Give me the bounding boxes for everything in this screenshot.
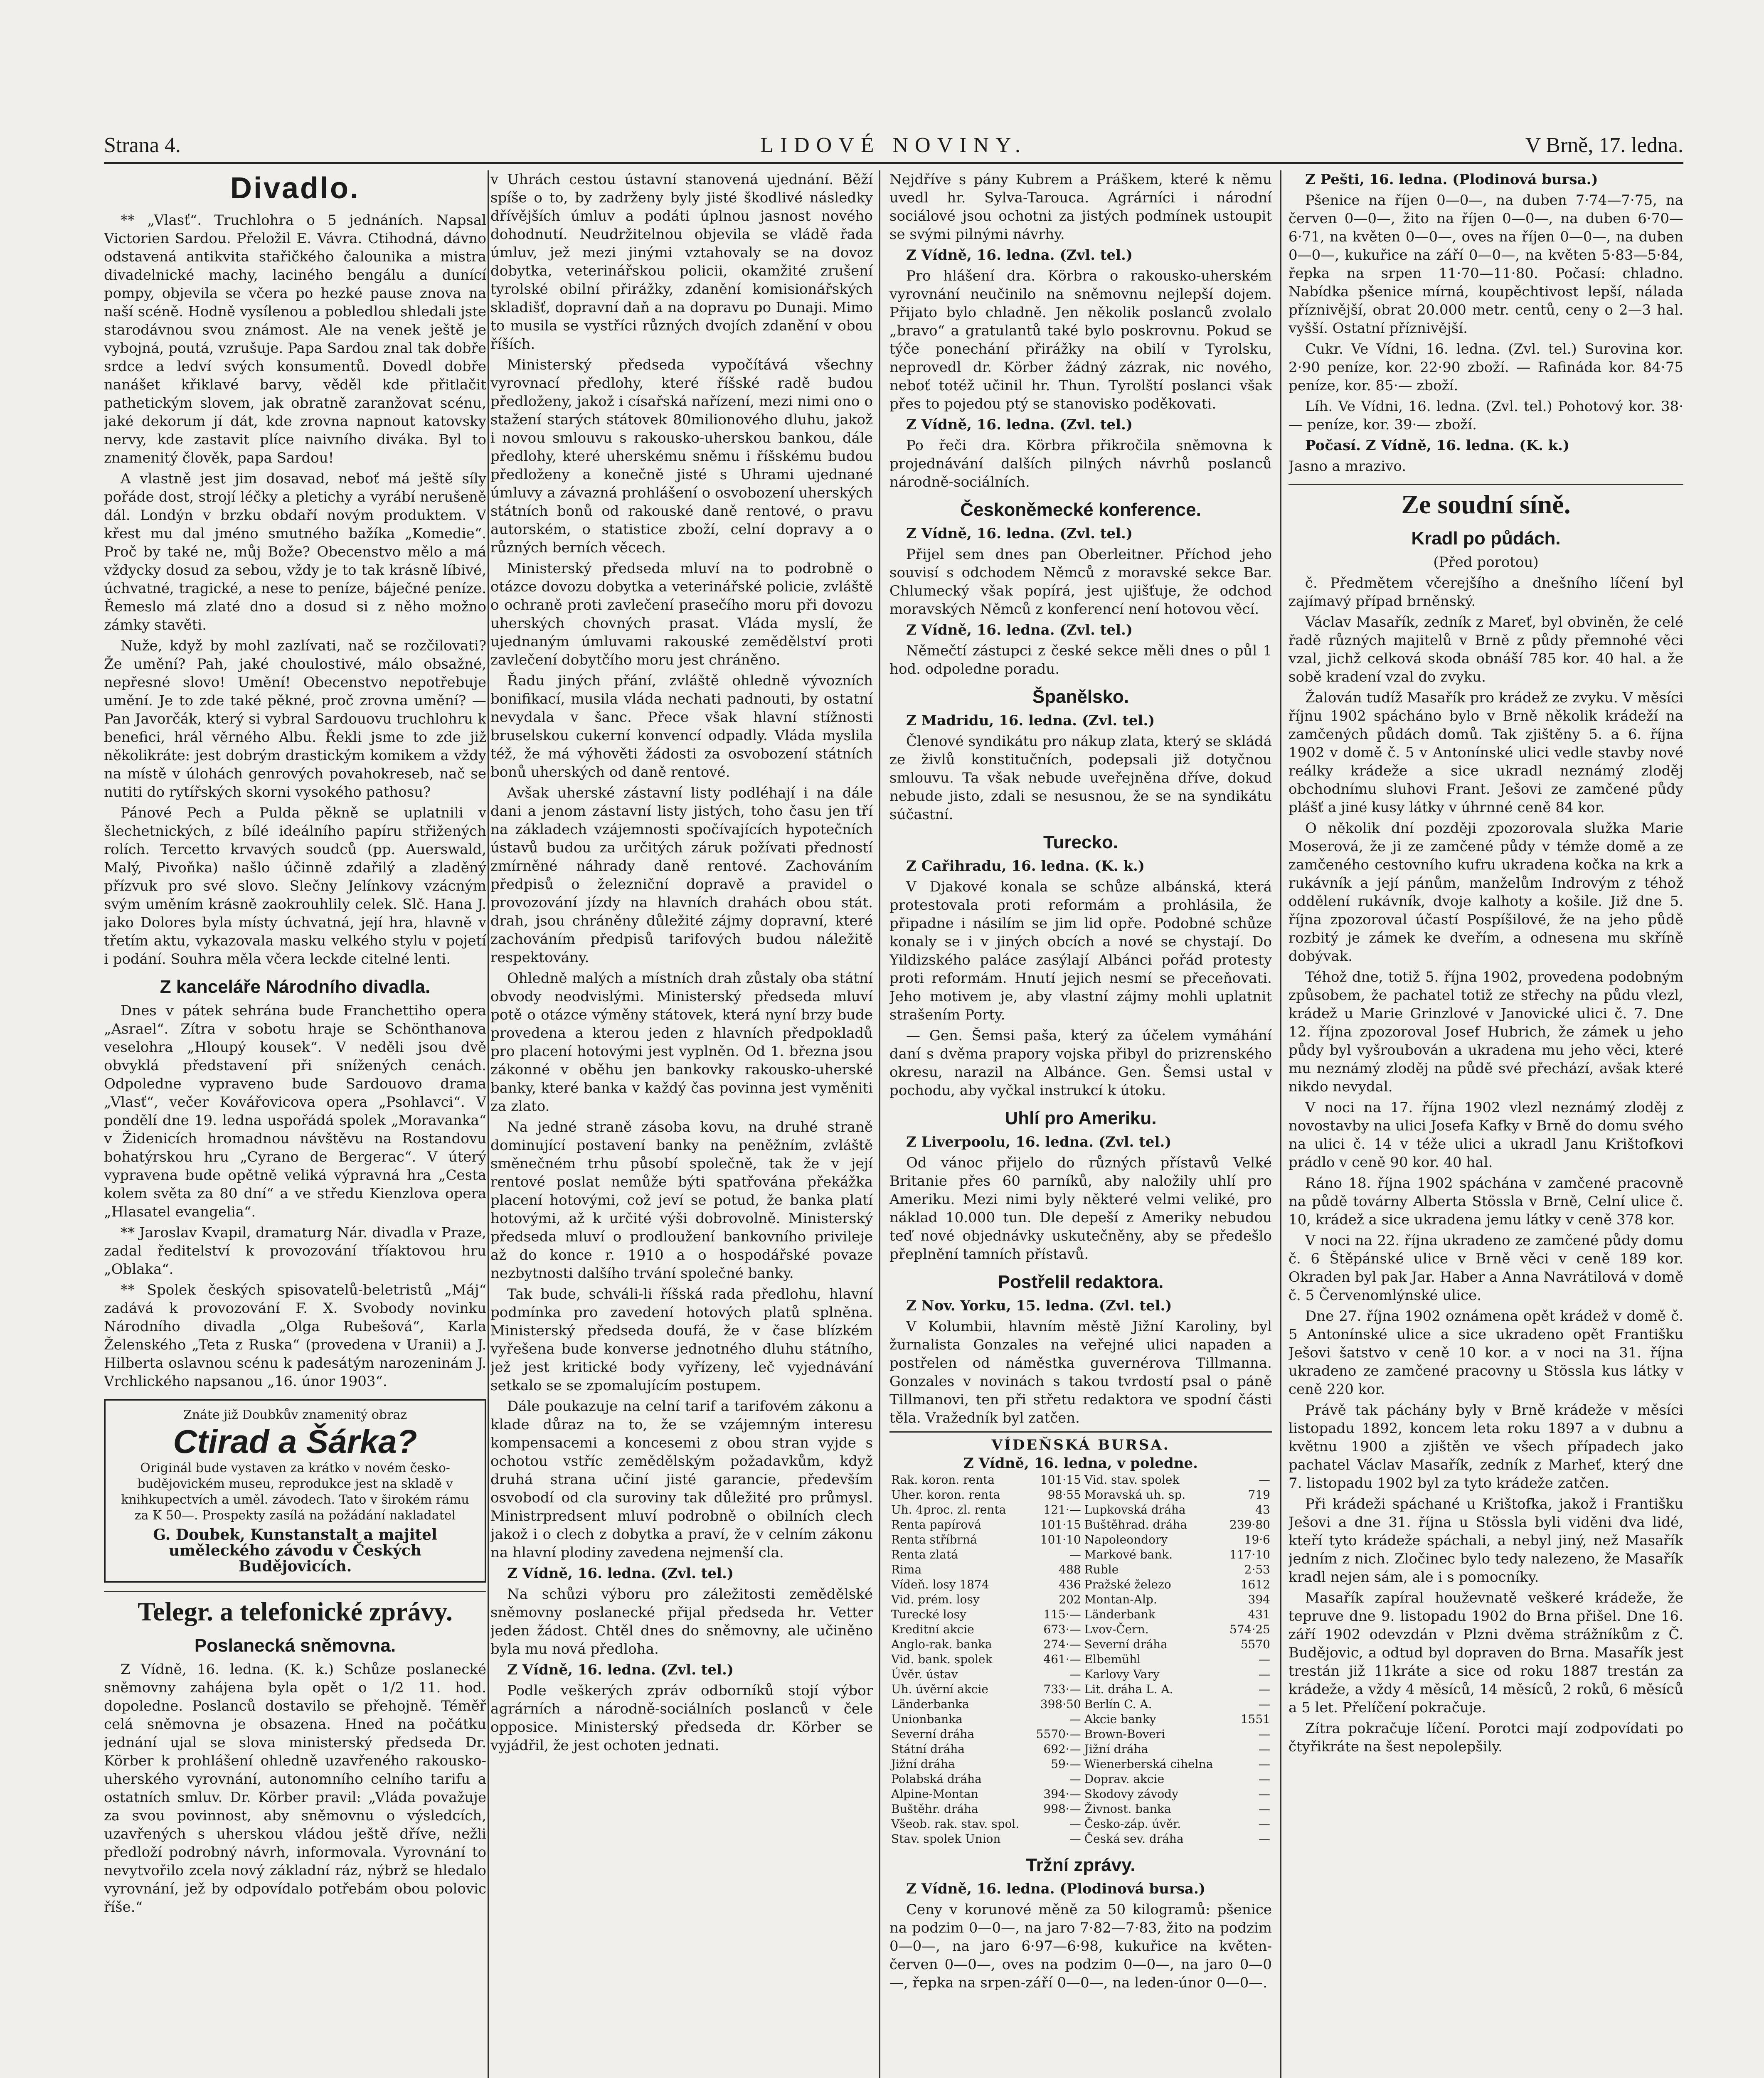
paragraph: Na schůzi výboru pro záležitosti zemědělské sněmovny poslanecké přijal předseda hr. Vetter jeden žádost. Chtěl dnes do sněmovny, ale učiněno byla mu nová předloha. [490,1586,873,1657]
bourse-row [889,1682,1272,1697]
bourse-item: Lvov-Čern. [1084,1623,1149,1636]
heading-postrelil: Postřelil redaktora. [998,1272,1164,1292]
paragraph: A vlastně jest jim dosavad, neboť má ještě síly pořáde dost, strojí léčky a pletichy a vyrábí nerušeně dál. Londýn v brzku obdaří novým produktem. V křest mu dal jméno smutného bažíka „Komedie“. Proč by také ne, můj Bože? Obecenstvo mělo a má vždycky dosud za sebou, vždy je to tak krásně líbivé, úchvatné, tragické, a nese to peníze, báječné peníze. Řemeslo má zlaté dno a dosud si z něho možno zámky stavěti. [104,470,486,633]
bourse-value: 1612 [1240,1578,1270,1591]
bourse-row [889,1592,1272,1607]
bourse-item: Turecké losy [891,1608,966,1621]
bourse-item: Berlín C. A. [1084,1697,1152,1711]
bourse-row [889,1757,1272,1772]
bourse-value: — [1259,1742,1270,1756]
paragraph: v Uhrách cestou ústavní stanovená ujednání. Běží spíše o to, by zadrženy byly jisté škodlivé následky dřívějších úmluv a podáti úplnou jasnost nového dohodnutí. Neudržitelnou objevila se vládě řada úmluv, jež mezi jinými vztahovaly se na dovoz dobytka, veterinářskou policii, okamžité zrušení tyrolské obilní přirážky, zdanění komisionářských skladišť, dopravní daň a na dopravu po Dunaji. Mimo to musila se vystříci různých dvojích zdanění v obou říších. [490,171,873,352]
bourse-item: Jižní dráha [1084,1742,1148,1756]
bourse-value: 461·— [1043,1652,1081,1666]
bourse-item: Napoleondory [1084,1533,1168,1546]
column-1 [104,170,486,2078]
paragraph: Po řeči dra. Körbra přikročila sněmovna k projednávání dalších pilných návrhů poslanců národně-sociálních. [889,437,1272,490]
bourse-item: Karlovy Vary [1084,1667,1160,1681]
bourse-item: Vid. stav. spolek [1084,1473,1180,1487]
bourse-item: Ruble [1084,1563,1119,1576]
dateline: Z Madridu, 16. ledna. (Zvl. tel.) [906,712,1155,729]
bourse-item: Moravská uh. sp. [1084,1488,1186,1502]
paragraph: Nejdříve s pány Kubrem a Práškem, které k němu uvedl hr. Sylva-Tarouca. Agrárníci i národní sociálové jsou ochotni za jistých podmínek ustoupit se svými pilnými návrhy. [889,171,1272,243]
bourse-item: Montan-Alp. [1084,1593,1157,1606]
bourse-row [889,1652,1272,1667]
bourse-value: 98·55 [1047,1488,1081,1502]
heading-kradl: Kradl po půdách. [1411,528,1561,549]
bourse-value: — [1259,1787,1270,1801]
ad-title: Ctirad a Šárka? [173,1423,417,1460]
heading-poslanecka: Poslanecká sněmovna. [194,1635,396,1656]
column-rule [1280,170,1281,2078]
column-2 [490,170,873,2078]
heading-soudni-sin: Ze soudní síně. [1289,484,1683,520]
bourse-value: 998·— [1043,1802,1081,1816]
heading-trzni: Tržní zprávy. [1026,1855,1136,1875]
bourse-row [889,1547,1272,1562]
heading-telegr: Telegr. a telefonické zprávy. [104,1591,486,1627]
bourse-item: Česká sev. dráha [1084,1832,1184,1846]
heading-turecko: Turecko. [1043,832,1119,852]
bourse-value: — [1069,1548,1081,1561]
bourse-item: Elbemühl [1084,1652,1141,1666]
advertisement-doubek [104,1399,486,1583]
bourse-value: 1551 [1240,1712,1270,1726]
bourse-item: Uh. 4proc. zl. renta [891,1503,1006,1517]
paragraph: Dnes v pátek sehrána bude Franchettiho opera „Asrael“. Zítra v sobotu hraje se Schönthanova veselohra „Hloupý kousek“. V neděli jsou dvě obvyklá představení při snížených cenách. Odpoledne vypraveno bude Sardouovo drama „Vlasť“, večer Kovářovicova opera „Psohlavci“. V pondělí dne 19. ledna uspořádá spolek „Moravanka“ v Židenicích hromadnou návštěvu na Rostandovu bohatýrskou hru „Cyrano de Bergerac“. V úterý vypravena bude opětně veliká výpravná hra „Cesta kolem světa za 80 dní“ a ve středu Kienzlova opera „Hlasatel evangelia“. [104,1002,486,1220]
bourse-item: Pražské železo [1084,1578,1171,1591]
bourse-value: — [1259,1667,1270,1681]
bourse-value: — [1259,1817,1270,1831]
bourse-row [889,1817,1272,1832]
page-header [104,125,1683,164]
bourse-item: Vídeň. losy 1874 [891,1578,989,1591]
bourse-value: 101·15 [1040,1518,1081,1531]
paragraph: Cukr. Ve Vídni, 16. ledna. (Zvl. tel.) Surovina kor. 2·90 peníze, kor. 22·90 zboží. — Rafináda kor. 84·75 peníze, kor. 85·— zboží. [1289,341,1683,394]
bourse-value: — [1259,1772,1270,1786]
column-rule [879,170,880,2078]
bourse-item: Severní dráha [1084,1637,1168,1651]
bourse-item: Wienerberská cihelna [1084,1757,1213,1771]
bourse-item: Jižní dráha [891,1757,955,1771]
page-number: Strana 4. [104,133,181,157]
bourse-item: Skodovy závody [1084,1787,1178,1801]
bourse-value: — [1259,1682,1270,1696]
bourse-value: 5570 [1240,1637,1270,1651]
paragraph: Němečtí zástupci z české sekce měli dnes o půl 1 hod. odpoledne poradu. [889,643,1272,677]
bourse-row [889,1487,1272,1502]
bourse-value: 101·15 [1040,1473,1081,1487]
bourse-value: — [1069,1712,1081,1726]
paragraph: O několik dní později zpozorovala služka Marie Moserová, že ji ze zamčené půdy v témže domě a ze zamčeného cestovního kufru ukradena kočka na krk a rukávník a její pánům, manželům Indrovým z téhož oddělení rukávník, dvoje kalhoty a košile. Již dne 5. října zpozoroval účastí Pospíšilové, že na jeho půdě rozbitý je zámek ke dveřím, a odnesena mu skříně dobývak. [1289,820,1683,965]
heading-konference: Českoněmecké konference. [960,500,1201,520]
bourse-item: Markové bank. [1084,1548,1173,1561]
article-vlast: ** „Vlasť“. Truchlohra o 5 jednáních. Napsal Victorien Sardou. Přeložil E. Vávra. Ctihodná, dávno odstavená antikvita stařičkého čalounika a mistra divadelnické machy, laciného bengálu a dunící pompy, objevila se včera po hezké pause znova na naší scéně. Hodně vysílenou a pobledlou shledali jste starodávnou svou známost. Ale na venek ještě je vybojná, poutá, vzrušuje. Papa Sardou znal tak dobře srdce a ledví svých konsumentů. Dovedl dobře nanášet křiklavé barvy, věděl kde přitlačit pathetickým slovem, jak obratně zaranžovat scénu, jaké dekorum jí dát, kde zrovna napnout katovsky nervy, kde zastavit plíce naivního diváka. Byl to znamenitý člověk, papa Sardou! [104,212,486,466]
bourse-row [889,1742,1272,1757]
dateline: Z Nov. Yorku, 15. ledna. (Zvl. tel.) [906,1298,1172,1314]
bourse-value: 394·— [1043,1787,1081,1801]
paragraph: V noci na 22. října ukradeno ze zamčené půdy domu č. 6 Štěpánské ulice v Brně věci v ceně 189 kor. Okraden byl pak Jar. Haber a Anna Navrátilová v domě č. 5 Červenomlýnské ulice. [1289,1232,1683,1304]
paragraph: Členové syndikátu pro nákup zlata, který se skládá ze živlů konstitučních, podepsali již dotyčnou smlouvu. Ta však nebude uveřejněna dříve, dokud nebude jisto, zdali se nesusnou, že se na syndikátu súčastní. [889,733,1272,823]
bourse-item: Rima [891,1563,922,1576]
bourse-value: 488 [1059,1563,1081,1576]
ad-firm: G. Doubek, Kunstanstalt a majitel uměleckého závodu v Českých Budějovicích. [153,1526,437,1575]
bourse-item: Akcie banky [1084,1712,1156,1726]
bourse-item: Lupkovská dráha [1084,1503,1186,1517]
bourse-row [889,1622,1272,1637]
paragraph: V noci na 17. října 1902 vlezl neznámý zloděj z novostavby na ulici Josefa Kafky v Brně do domu svého na ulici č. 14 v téže ulici a ukradl Janu Krištofkovi prádlo v ceně 90 kor. 40 hal. [1289,1099,1683,1171]
dateline: Z Liverpoolu, 16. ledna. (Zvl. tel.) [906,1134,1172,1150]
dateline: Z Vídně, 16. ledna. (Zvl. tel.) [507,1565,734,1582]
weather-text: Jasno a mrazivo. [1289,458,1407,475]
dateline: Z Vídně, 16. ledna. (Plodinová bursa.) [906,1881,1205,1897]
bourse-value: 719 [1248,1488,1270,1502]
bourse-value: 2·53 [1244,1563,1270,1576]
paragraph: Tak bude, schváli-li říšská rada předlohu, hlavní podmínka pro zavedení hotových platů splněna. Ministerský předseda doufá, že v čase blízkém vyřešena bude konverse jednotného dluhu státního, jež jest kritické body vyřízeny, leč vyjednávání setkalo se se zpomalujícím postupem. [490,1286,873,1394]
bourse-item: Uher. koron. renta [891,1488,1000,1502]
heading-spanelsko: Španělsko. [1032,687,1129,707]
bourse-item: Brown-Boveri [1084,1727,1165,1741]
bourse-row [889,1562,1272,1577]
dateline: Z Vídně, 16. ledna. (Zvl. tel.) [906,416,1133,433]
paragraph: Téhož dne, totiž 5. října 1902, provedena podobným způsobem, že pachatel totiž ze střechy na půdu vlezl, krádež u Marie Grinzlové v Janovické ulici č. 7. Dne 12. října zpozoroval Josef Hubrich, že zámek u jeho půdy byl vyšroubován a ukradena mu jeho věci, které mu neznámý zloděj na půdě své přechází, avšak které nikdo nevydal. [1289,969,1683,1095]
paragraph: Ministerský předseda vypočítává všechny vyrovnací předlohy, které říšské radě budou předloženy, jakož i císařská nařízení, mezi nimi ono o stažení starých státovek 80milionového dluhu, jakož i novou smlouvu s rakousko-uherskou bankou, dále předlohy, které uherskému sněmu i říšskému budou předloženy a konečně jisté s Uhrami ujednané úmluvy a závazná prohlášení o osvobození uherských státních bonů od rakouské daně rentové, o pravu autorském, o statistice zboží, celní dopravy a o různých berních věcech. [490,357,873,556]
paragraph: Z Vídně, 16. ledna. (K. k.) Schůze poslanecké sněmovny zahájena byla opět o 1/2 11. hod. dopoledne. Poslanců dostavilo se přehojně. Téměř celá sněmovna je obsazena. Hned na počátku jednání ujal se slova ministerský předseda Dr. Körber k prohlášení ohledně uzavřeného rakousko-uherského vyrovnání, autonomního celního tarifu a ostatních smluv. Dr. Körber pravil: „Vláda považuje za svou povinnost, aby sněmovnu o výsledcích, uzavřených s uherskou vládou ještě dříve, nežli předloží podrobný návrh, informovala. Vyrovnání to nevytvořilo zcela nový základní ráz, nýbrž se hledalo vyrovnání, jež by odpovídalo potřebám obou polovic říše.“ [104,1661,486,1916]
bourse-item: Lit. dráha L. A. [1084,1682,1173,1696]
bourse-value: 43 [1255,1503,1270,1517]
column-rule [488,170,489,2078]
bourse-row [889,1577,1272,1592]
bourse-row [889,1772,1272,1787]
paragraph: Líh. Ve Vídni, 16. ledna. (Zvl. tel.) Pohotový kor. 38·— peníze, kor. 39·— zboží. [1289,398,1683,433]
bourse-item: Státní dráha [891,1742,965,1756]
paragraph: Zítra pokračuje líčení. Porotci mají zodpovídati po čtyřikráte na šest nepolepšily. [1289,1720,1683,1755]
column-3 [889,170,1272,2078]
bourse-row [889,1697,1272,1712]
bourse-value: 202 [1059,1593,1081,1606]
bourse-item: Uh. úvěrní akcie [891,1682,988,1696]
bourse-value: 431 [1248,1608,1270,1621]
masthead: LIDOVÉ NOVINY. [760,133,1027,157]
bourse-item: Kreditní akcie [891,1623,974,1636]
bourse-row [889,1637,1272,1652]
paragraph: ** Jaroslav Kvapil, dramaturg Nár. divadla v Praze, zadal ředitelství k provozování tříaktovou hru „Oblaka“. [104,1224,486,1278]
paragraph: Masařík zapíral houževnatě veškeré krádeže, že tepruve dne 9. listopadu 1902 do Brna přišel. Dne 16. září 1902 odevzdán v Plzni dvěma strážníkům z Č. Budějovic, a odtud byl dopraven do Brna. Masařík jest trestán již 11kráte a sice od roku 1887 trestán za krádeže, a vždy 4 měsíců, 14 měsíců, 2 roků, 6 měsíců a 5 let. Přelíčení pokračuje. [1289,1590,1683,1716]
ad-body: Originál bude vystaven za krátko v novém česko-budějovickém museu, reprodukce jest na skladě v knihkupectvích a uměl. závodech. Tato v širokém rámu za K 50—. Prospekty zasílá na požádání nakladatel [121,1461,469,1523]
paragraph: — Gen. Šemsi paša, který za účelem vymáhání daní s dvěma prapory vojska přibyl do prizrenského okresu, narazil na Albánce. Gen. Šemsi ustal v pochodu, aby vyčkal instrukcí k útoku. [889,1027,1272,1099]
bourse-row [889,1832,1272,1847]
bourse-item: Unionbanka [891,1712,963,1726]
dateline: Z Vídně, 16. ledna. (Zvl. tel.) [906,525,1133,542]
paragraph: Od vánoc přijelo do různých přístavů Velké Britanie přes 60 parníků, aby naložily uhlí pro Ameriku. Mezi nimi byly některé velmi veliké, pro náklad 10.000 tun. Dle depeší z Ameriky nebudou teď nové objednávky uskutečněny, aby se předešlo přeplnění tamních přístavů. [889,1155,1272,1263]
bourse-value: 239·80 [1229,1518,1270,1531]
bourse-value: — [1069,1772,1081,1786]
paragraph: Dále poukazuje na celní tarif a tarifovém zákonu a klade důraz na to, že se vzájemným interesu kompensacemi a koncesemi z obou stran vyjde s ochotou vstříc zemědělským požadavkům, když druhá strana učiní jisté garancie, především osvobodí od cla suroviny tak důležité pro průmysl. Ministrpredsent mluví podrobně o obilních clech jakož i o clech z dobytka a praví, že v celním zákonu na hlavní plodiny zavedena nejmenší cla. [490,1398,873,1561]
paragraph: Žalován tudíž Masařík pro krádež ze zvyku. V měsíci říjnu 1902 spácháno bylo v Brně několik krádeží na zamčených půdách domů. Tak zjištěny 5. a 6. října 1902 v domě č. 5 v Antonínské ulici vedle stavby nové reálky krádeže a sice ukradl neznámý zloděj obchodnímu sluhovi Frant. Ješovi ze zamčené půdy plášť a jiné kusy látky v úhrnné ceně 84 kor. [1289,689,1683,816]
bourse-value: 398·50 [1040,1697,1081,1711]
paragraph: Při krádeži spáchané u Krištofka, jakož i Františku Ješovi a dne 31. října u Stössla byli viděni dva lidé, kteří tyto krádeže spáchali, a nebyl jiný, než Masařík jedním z nich. Zločinec bylo tedy nalezeno, že Masařík kradl nejen sám, ale i s pomocníky. [1289,1496,1683,1586]
bourse-item: Buštěhr. dráha [891,1802,978,1816]
bourse-value: 59·— [1051,1757,1081,1771]
heading-kancelar: Z kanceláře Národního divadla. [160,977,431,997]
bourse-value: — [1259,1757,1270,1771]
dateline: Z Cařihradu, 16. ledna. (K. k.) [906,858,1145,874]
bourse-item: Vid. bank. spolek [891,1652,993,1666]
paragraph: Dne 27. října 1902 oznámena opět krádež v domě č. 5 Antonínské ulice a sice ukradeno opět Františku Ješovi šatstvo v ceně 10 kor. a v noci na 31. října ukradeno ze zamčené pracovny u Stössla kus látky v ceně 220 kor. [1289,1308,1683,1398]
bourse-value: — [1069,1667,1081,1681]
bourse-table [889,1472,1272,1847]
paragraph: Nuže, když by mohl zazlívati, nač se rozčilovati? Že umění? Pah, jaké choulostivé, málo obsažné, nepřesné slovo! Umění! Obecenstvo nepotřebuje umění. Je to zde také pěkné, proč zrovna umění? — Pan Javorčák, který si vybral Sardouovu truchlohru k benefici, hrál věrného Albu. Řekli jsme to zde již několikráte: jest dobrým drastickým komikem a vždy na místě v úlohách genrových povahokreseb, nač se nutiti do rytířských skorni vysokého pathosu? [104,638,486,800]
bourse-value: 101·10 [1040,1533,1081,1546]
bourse-item: Doprav. akcie [1084,1772,1165,1786]
bourse-dateline: Z Vídně, 16. ledna, v poledne. [963,1455,1198,1472]
dateline: Z Vídně, 16. ledna. (Zvl. tel.) [507,1662,734,1678]
bourse-value: 394 [1248,1593,1270,1606]
bourse-item: Stav. spolek Union [891,1832,1001,1846]
bourse-item: Länderbanka [891,1697,969,1711]
dateline: Z Pešti, 16. ledna. (Plodinová bursa.) [1305,171,1598,188]
paragraph: Avšak uherské zástavní listy podléhají i na dále dani a jenom zástavní listy jistých, toho času jen tří na základech vzájemnosti spočívajících hypotečních ústavů budou za určitých záruk požívati předností zmírněné náhrady daně rentové. Zachováním předpisů o železniční dopravě a pravidel o provozování jízdy na hlavních drahách obou stát. drah, jsou chráněny důležité zájmy dopravní, které zachováním předpisů tarifových budou náležitě respektovány. [490,785,873,966]
bourse-row [889,1472,1272,1487]
bourse-value: 274·— [1043,1637,1081,1651]
bourse-value: — [1259,1697,1270,1711]
bourse-item: Alpine-Montan [891,1787,978,1801]
paragraph: Václav Masařík, zedník z Mareť, byl obviněn, že celé řadě různých majitelů v Brně z půdy přemnohé věci vzal, jichž celková skoda obnáší 785 kor. 40 hal. a že sobě kradení vzal do zvyku. [1289,614,1683,685]
bourse-row [889,1667,1272,1682]
bourse-value: — [1069,1832,1081,1846]
bourse-item: Úvěr. ústav [891,1667,958,1681]
bourse-value: 115·— [1043,1608,1081,1621]
bourse-item: Vid. prém. losy [891,1593,980,1606]
bourse-item: Länderbank [1084,1608,1155,1621]
bourse-row [889,1727,1272,1742]
bourse-item: Buštěhrad. dráha [1084,1518,1187,1531]
bourse-row [889,1502,1272,1517]
bourse-value: 5570·— [1036,1727,1081,1741]
issue-date: V Brně, 17. ledna. [1525,133,1683,157]
bourse-item: Polabská dráha [891,1772,982,1786]
bourse-row [889,1802,1272,1817]
dateline: Z Vídně, 16. ledna. (Zvl. tel.) [906,247,1133,263]
bourse-row [889,1607,1272,1622]
paragraph: č. Předmětem včerejšího a dnešního líčení byl zajímavý případ brněnský. [1289,575,1683,610]
bourse-value: — [1069,1817,1081,1831]
ad-intro: Znáte již Doubkův znamenitý obraz [183,1408,407,1422]
bourse-item: Renta stříbrná [891,1533,977,1546]
heading-uhli: Uhlí pro Ameriku. [1005,1108,1157,1128]
paragraph: ** Spolek českých spisovatelů-beletristů „Máj“ zadává k provozování F. X. Svobody novinku Národního divadla „Olga Rubešová“, Karla Želenského „Teta z Ruska“ (provedena v Uranii) a J. Hilberta oslavnou scénu k padesátým narozeninám J. Vrchlického napsanou „16. únor 1903“. [104,1282,486,1390]
bourse-row [889,1517,1272,1532]
bourse-value: 692·— [1043,1742,1081,1756]
section-title-divadlo: Divadlo. [230,172,360,205]
bourse-row [889,1532,1272,1547]
paragraph: Přijel sem dnes pan Oberleitner. Příchod jeho souvisí s odchodem Němců z moravské sekce Bar. Chlumecký však popírá, jest ujišťuje, že odchod moravských Němců z konferencí není hotovou věcí. [889,546,1272,618]
bourse-value: 673·— [1043,1623,1081,1636]
paragraph: Ohledně malých a místních drah zůstaly oba státní obvody neodvislými. Ministerský předseda mluví potě o otázce výměny státovek, která nyní brzy bude provedena a kterou jeden z hlavních předpokladů pro placení hotovými jest vyplněn. Od 1. března jsou zákonné v oběhu jen bankovky rakousko-uherské banky, které banka v každý čas povinna jest vyměniti za zlato. [490,970,873,1115]
bourse-value: — [1259,1832,1270,1846]
dateline: Z Vídně, 16. ledna. (Zvl. tel.) [906,622,1133,638]
paragraph: Právě tak páchány byly v Brně krádeže v měsíci listopadu 1892, koncem leta roku 1897 a v dubnu a květnu 1900 a zjištěn ve všech případech jako pachatel Václav Masařík, zedník z Marheť, který dne 7. listopadu 1902 byl za tyto krádeže zatčen. [1289,1402,1683,1492]
paragraph: Ráno 18. října 1902 spáchána v zamčené pracovně na půdě továrny Alberta Stössla v Brně, Celní ulice č. 10, krádež a sice ukradena jemu látky v ceně 378 kor. [1289,1175,1683,1228]
bourse-value: — [1259,1652,1270,1666]
bourse-row [889,1787,1272,1802]
paragraph: Pánové Pech a Pulda pěkně se uplatnili v šlechetnických, z bílé ideálního papíru střižených rolích. Tercetto krvavých soudců (pp. Auerswald, Malý, Pivoňka) našlo účinně zdařilý a zladěný přízvuk pro své slovo. Slečny Jelínkovy vzácným svým uměním krásně zaokrouhlily celek. Slč. Hana J. jako Dolores byla místy úchvatná, její hra, hlavně v třetím aktu, vykazovala masku velkého stylu v pojetí i podání. Souhra měla včera leckde citelné lenti. [104,805,486,968]
bourse-item: Rak. koron. renta [891,1473,995,1487]
bourse-value: 117·10 [1229,1548,1270,1561]
bourse-value: — [1259,1727,1270,1741]
subheading: (Před porotou) [1433,554,1539,571]
bourse-value: 436 [1059,1578,1081,1591]
paragraph: Pro hlášení dra. Körbra o rakousko-uherském vyrovnání neučinilo na sněmovnu nejlepší dojem. Přijato bylo chladně. Jen několik poslanců zvolalo „bravo“ a gratulantů také bylo poskrovnu. Pokud se týče ponechání přirážky na obilí v Tyrolsku, neprovedl dr. Körber žádný zázrak, nic nového, neboť totéž učinil hr. Thun. Tyrolští poslanci však přes to pojedou ptý se stanovisko poděkovati. [889,268,1272,412]
column-4 [1289,170,1683,2078]
bourse-value: 19·6 [1244,1533,1270,1546]
bourse-item: Severní dráha [891,1727,975,1741]
bourse-value: 121·— [1043,1503,1081,1517]
bourse-row [889,1712,1272,1727]
paragraph: Podle veškerých zpráv odborníků stojí výbor agrárních a národně-sociálních poslanců v čele opposice. Ministerský předseda dr. Körber se vyjádřil, že jest ochoten jednati. [490,1682,873,1754]
weather-heading: Počasí. Z Vídně, 16. ledna. (K. k.) [1305,437,1570,454]
bourse-value: — [1259,1473,1270,1487]
paragraph: V Kolumbii, hlavním městě Jižní Karoliny, byl žurnalista Gonzales na veřejné ulici napaden a postřelen od náměstka guvernérova Tillmanna. Gonzales v novinách s takou tvrdostí psal o páně Tillmanovi, ten při střetu redaktora ve spodní části těla. Vražedník byl zatčen. [889,1318,1272,1426]
bourse-item: Česko-záp. úvěr. [1084,1817,1181,1831]
bourse-item: Všeob. rak. stav. spol. [891,1817,1020,1831]
paragraph: Na jedné straně zásoba kovu, na druhé straně dominující postavení banky na peněžním, zvláště směnečném trhu působí společně, tak že v její rentové poslat nemůže býti spatřována překážka placení hotovými, což jeví se potud, že banka platí hotovými, až k určité výši dobrovolně. Ministerský předseda mluví o prodloužení bankovního privileje až do konce r. 1910 a o hospodářské povaze nezbytnosti dalšího trvání společné banky. [490,1119,873,1282]
stock-exchange [889,1431,1272,1847]
bourse-item: Renta papírová [891,1518,981,1531]
paragraph: V Djakové konala se schůze albánská, která protestovala proti reformám a prohlásila, že připadne i násilím se jim lid opře. Podobné schůze konaly se i v jiných obcích a nové se chystají. Do Yildizského paláce zasýlají Albánci pořád protesty proti reformám. Hnutí jejich nesmí se přeceňovati. Jeho motivem je, aby vlastní zájmy mohli uplatnit strašením Porty. [889,879,1272,1023]
bourse-title: VÍDEŇSKÁ BURSA. [991,1437,1170,1453]
bourse-item: Renta zlatá [891,1548,958,1561]
paragraph: Ceny v korunové měně za 50 kilogramů: pšenice na podzim 0—0—, na jaro 7·82—7·83, žito na podzim 0—0—, na jaro 6·97—6·98, kukuřice na květen-červen 0—0—, oves na podzim 0—0—, na jaro 0—0—, řepka na srpen-září 0—0—, na leden-únor 0—0—. [889,1901,1272,1991]
bourse-value: 574·25 [1229,1623,1270,1636]
bourse-item: Anglo-rak. banka [891,1637,992,1651]
paragraph: Ministerský předseda mluví na to podrobně o otázce dovozu dobytka a veterinářské policie, zvláště o ochraně proti zavlečení prasečího moru při dovozu uherských chovných prasat. Vláda myslí, že ujednaným úmluvami rakouské zemědělství proti zavlečení dobytčího moru jest chráněno. [490,560,873,668]
bourse-value: — [1259,1802,1270,1816]
bourse-value: 733·— [1043,1682,1081,1696]
bourse-item: Živnost. banka [1084,1802,1171,1816]
paragraph: Řadu jiných přání, zvláště ohledně vývozních bonifikací, musila vláda nechati padnouti, by ostatní nevydala v šanc. Přece však hlavní stížnosti bruselskou cukerní konvencí odpadly. Vláda myslila též, že má výhověti žádosti za osvobození státních bonů uherských od daně rentové. [490,672,873,780]
paragraph: Pšenice na říjen 0—0—, na duben 7·74—7·75, na červen 0—0—, žito na říjen 0—0—, na duben 6·70—6·71, na květen 0—0—, oves na říjen 0—0—, na duben 0—0—, kukuřice na září 0—0—, na květen 5·83—5·84, řepka na srpen 11·70—11·80. Počasí: chladno. Nabídka pšenice mírná, koupěchtivost lepší, nálada příznivější, obrat 20.000 metr. centů, ceny o 2—3 hal. vyšší. Ostatní příznivější. [1289,192,1683,337]
